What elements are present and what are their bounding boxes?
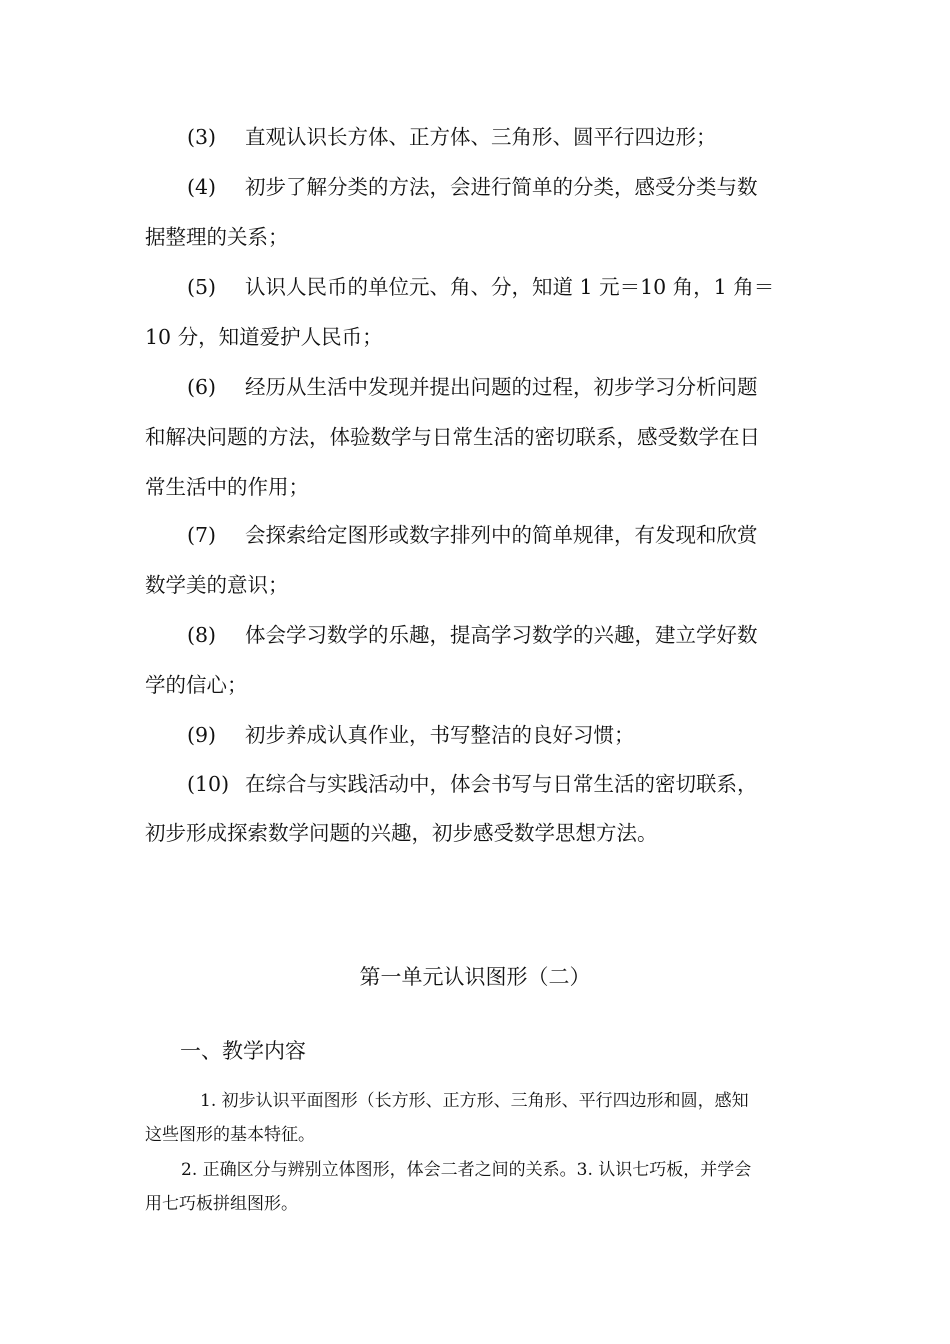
list-item <box>145 622 807 648</box>
list-item <box>145 374 807 400</box>
item-number: (9) <box>187 723 217 747</box>
list-item <box>145 174 807 200</box>
item-text: 初步养成认真作业，书写整洁的良好习惯； <box>245 723 635 747</box>
item-text: 经历从生活中发现并提出问题的过程，初步学习分析问题 <box>245 375 758 399</box>
list-item <box>145 124 807 150</box>
item-number: (6) <box>187 375 217 399</box>
item-continuation: 10 分，知道爱护人民币； <box>145 325 383 349</box>
item-continuation: 常生活中的作用； <box>145 475 309 499</box>
item-continuation: 数学美的意识； <box>145 573 289 597</box>
item-continuation: 据整理的关系； <box>145 225 289 249</box>
item-text: 初步了解分类的方法，会进行简单的分类，感受分类与数 <box>245 175 758 199</box>
item-continuation: 学的信心； <box>145 673 248 697</box>
item-number: (5) <box>187 275 217 299</box>
content-paragraph <box>145 1090 807 1112</box>
item-continuation: 初步形成探索数学问题的兴趣，初步感受数学思想方法。 <box>145 821 658 845</box>
content-text: 1. 初步认识平面图形（长方形、正方形、三角形、平行四边形和圆，感知 <box>200 1091 749 1111</box>
item-number: (3) <box>187 125 217 149</box>
item-number: (10) <box>187 772 230 796</box>
item-text: 在综合与实践活动中，体会书写与日常生活的密切联系， <box>245 772 758 796</box>
item-number: (4) <box>187 175 217 199</box>
list-item <box>145 522 807 548</box>
item-text: 认识人民币的单位元、角、分，知道 1 元＝10 角，1 角＝ <box>245 275 775 299</box>
content-paragraph <box>145 1159 807 1181</box>
list-item <box>145 722 807 748</box>
unit-title: 第一单元认识图形（二） <box>359 965 591 989</box>
item-continuation: 和解决问题的方法，体验数学与日常生活的密切联系，感受数学在日 <box>145 425 760 449</box>
list-item <box>145 771 807 797</box>
section-title: 一、教学内容 <box>180 1039 306 1063</box>
item-number: (8) <box>187 623 217 647</box>
list-item <box>145 274 807 300</box>
content-continuation: 这些图形的基本特征。 <box>145 1125 315 1145</box>
item-number: (7) <box>187 523 217 547</box>
item-text: 体会学习数学的乐趣，提高学习数学的兴趣，建立学好数 <box>245 623 758 647</box>
content-text: 2. 正确区分与辨别立体图形，体会二者之间的关系。3. 认识七巧板，并学会 <box>181 1160 752 1180</box>
content-continuation: 用七巧板拼组图形。 <box>145 1194 298 1214</box>
item-text: 会探索给定图形或数字排列中的简单规律，有发现和欣赏 <box>245 523 758 547</box>
item-text: 直观认识长方体、正方体、三角形、圆平行四边形； <box>245 125 717 149</box>
